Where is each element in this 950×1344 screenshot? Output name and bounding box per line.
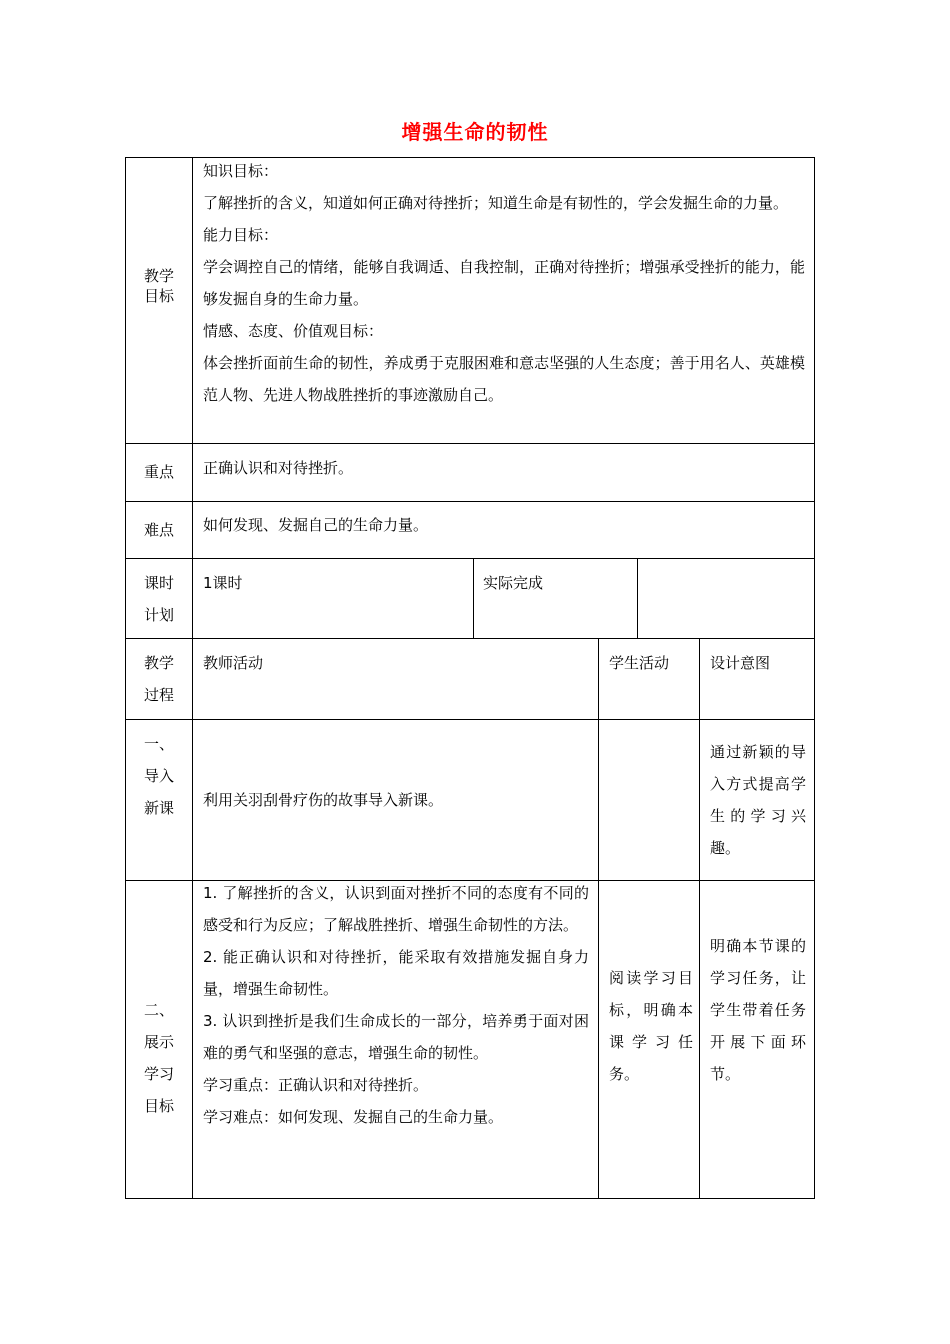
column-divider [473,558,474,638]
step2-item-3: 3. 认识到挫折是我们生命成长的一部分，培养勇于面对困难的勇气和坚强的意志，增强生命的韧性。 [203,1012,589,1062]
key-point-text: 正确认识和对待挫折。 [203,459,354,477]
difficulty-text: 如何发现、发掘自己的生命力量。 [203,516,429,534]
objectives-content [203,155,805,411]
table-border-left [125,157,126,1199]
teacher-activity-header: 教师活动 [203,654,264,672]
row-divider [125,443,815,444]
step2-key-point: 学习重点：正确认识和对待挫折。 [203,1076,429,1094]
process-label: 教学过程 [143,654,174,704]
column-divider [192,157,193,1199]
row-divider [125,719,815,720]
student-activity-header: 学生活动 [609,654,670,672]
step1-label: 一、导入新课 [143,735,174,817]
actual-label: 实际完成 [483,574,544,592]
column-divider [598,638,599,1199]
step1-intent: 通过新颖的导入方式提高学生的学习兴趣。 [710,743,806,857]
ability-heading: 能力目标： [203,226,279,244]
step2-item-1: 1. 了解挫折的含义，认识到面对挫折不同的态度有不同的感受和行为反应；了解战胜挫折、增强生命韧性的方法。 [203,884,589,934]
column-divider [699,638,700,1199]
column-divider [637,558,638,638]
step1-teacher: 利用关羽刮骨疗伤的故事导入新课。 [203,791,444,809]
knowledge-text: 了解挫折的含义，知道如何正确对待挫折；知道生命是有韧性的，学会发掘生命的力量。 [203,194,789,212]
row-divider [125,638,815,639]
table-border-right [814,157,815,1199]
lesson-plan-table [125,157,815,1199]
emotion-text: 体会挫折面前生命的韧性，养成勇于克服困难和意志坚强的人生态度；善于用名人、英雄模范人物、先进人物战胜挫折的事迹激励自己。 [203,354,805,404]
row-divider [125,501,815,502]
schedule-label: 课时计划 [143,574,174,624]
document-title: 增强生命的韧性 [401,120,549,144]
objectives-label: 教学目标 [143,267,174,305]
difficulty-label: 难点 [143,521,174,539]
design-intent-header: 设计意图 [710,654,771,672]
step2-item-2: 2. 能正确认识和对待挫折，能采取有效措施发掘自身力量，增强生命韧性。 [203,948,589,998]
knowledge-heading: 知识目标： [203,162,279,180]
step2-difficulty: 学习难点：如何发现、发掘自己的生命力量。 [203,1108,504,1126]
schedule-value: 1课时 [203,574,243,592]
step2-teacher [203,877,589,1133]
emotion-heading: 情感、态度、价值观目标： [203,322,384,340]
row-divider [125,558,815,559]
step2-intent: 明确本节课的学习任务，让学生带着任务开展下面环节。 [710,937,806,1083]
table-border-bottom [125,1198,815,1199]
ability-text: 学会调控自己的情绪，能够自我调适、自我控制，正确对待挫折；增强承受挫折的能力，能够发掘自身的生命力量。 [203,258,805,308]
step2-student: 阅读学习目标，明确本课学习任务。 [609,969,693,1083]
key-point-label: 重点 [143,463,174,481]
step2-label: 二、展示学习目标 [143,1001,174,1115]
